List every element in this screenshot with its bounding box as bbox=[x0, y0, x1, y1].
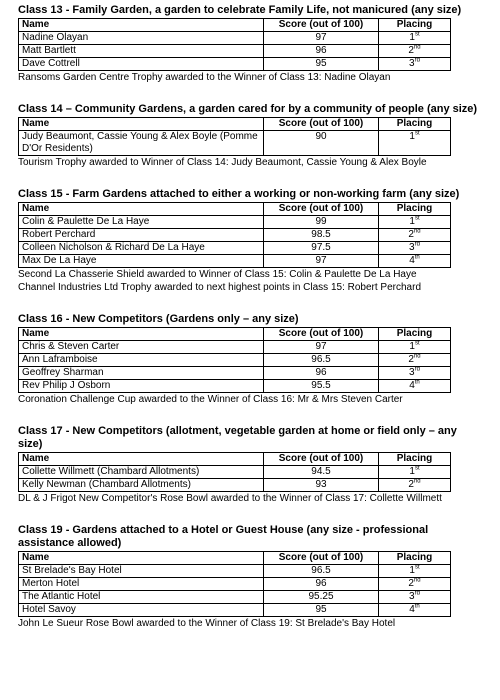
entrant-placing bbox=[379, 45, 451, 58]
placing-ordinal-suffix: st bbox=[414, 130, 420, 137]
column-header-score: Score (out of 100) bbox=[264, 453, 379, 466]
placing-ordinal-suffix: nd bbox=[413, 353, 421, 360]
placing-number: 4 bbox=[409, 380, 415, 391]
entrant-name: Colin & Paulette De La Haye bbox=[19, 216, 264, 229]
column-header-name: Name bbox=[19, 203, 264, 216]
entrant-placing bbox=[379, 591, 451, 604]
column-header-score: Score (out of 100) bbox=[264, 118, 379, 131]
table-row bbox=[19, 479, 451, 492]
entrant-name: Chris & Steven Carter bbox=[19, 341, 264, 354]
class-section bbox=[18, 103, 480, 169]
table-row bbox=[19, 229, 451, 242]
column-header-name: Name bbox=[19, 453, 264, 466]
placing-ordinal-suffix: th bbox=[414, 254, 420, 261]
entrant-score: 96.5 bbox=[264, 354, 379, 367]
entrant-name: The Atlantic Hotel bbox=[19, 591, 264, 604]
entrant-name: Colleen Nicholson & Richard De La Haye bbox=[19, 242, 264, 255]
results-table bbox=[18, 452, 451, 492]
entrant-score: 96.5 bbox=[264, 565, 379, 578]
entrant-placing bbox=[379, 380, 451, 393]
award-note: Coronation Challenge Cup awarded to the Winner of Class 16: Mr & Mrs Steven Carter bbox=[18, 394, 403, 405]
table-row bbox=[19, 354, 451, 367]
entrant-score: 99 bbox=[264, 216, 379, 229]
table-row bbox=[19, 58, 451, 71]
entrant-name: St Brelade's Bay Hotel bbox=[19, 565, 264, 578]
results-table bbox=[18, 202, 451, 268]
entrant-placing bbox=[379, 58, 451, 71]
award-note: Channel Industries Ltd Trophy awarded to next highest points in Class 15: Robert Perchard bbox=[18, 282, 422, 293]
class-section bbox=[18, 313, 480, 406]
placing-ordinal-suffix: nd bbox=[413, 577, 421, 584]
entrant-name: Rev Philip J Osborn bbox=[19, 380, 264, 393]
placing-number: 3 bbox=[409, 58, 415, 69]
placing-number: 1 bbox=[409, 466, 415, 477]
column-header-placing: Placing bbox=[379, 19, 451, 32]
table-header-row bbox=[19, 453, 451, 466]
column-header-placing: Placing bbox=[379, 203, 451, 216]
entrant-placing bbox=[379, 229, 451, 242]
placing-number: 2 bbox=[408, 45, 414, 56]
award-note: Ransoms Garden Centre Trophy awarded to the Winner of Class 13: Nadine Olayan bbox=[18, 72, 391, 83]
entrant-placing bbox=[379, 216, 451, 229]
results-table bbox=[18, 551, 451, 617]
entrant-score: 95 bbox=[264, 604, 379, 617]
table-row bbox=[19, 565, 451, 578]
table-header-row bbox=[19, 552, 451, 565]
entrant-name: Dave Cottrell bbox=[19, 58, 264, 71]
section-title: Class 14 – Community Gardens, a garden cared for by a community of people (any size) bbox=[18, 103, 478, 115]
entrant-name: Max De La Haye bbox=[19, 255, 264, 268]
placing-number: 2 bbox=[408, 354, 414, 365]
placing-number: 1 bbox=[409, 216, 415, 227]
column-header-placing: Placing bbox=[379, 118, 451, 131]
entrant-name: Robert Perchard bbox=[19, 229, 264, 242]
placing-ordinal-suffix: rd bbox=[414, 366, 420, 373]
placing-ordinal-suffix: nd bbox=[413, 228, 421, 235]
entrant-score: 97 bbox=[264, 255, 379, 268]
placing-number: 4 bbox=[409, 604, 415, 615]
column-header-name: Name bbox=[19, 328, 264, 341]
placing-number: 2 bbox=[408, 578, 414, 589]
placing-ordinal-suffix: nd bbox=[413, 478, 421, 485]
entrant-placing bbox=[379, 341, 451, 354]
placing-ordinal-suffix: rd bbox=[414, 57, 420, 64]
table-row bbox=[19, 341, 451, 354]
entrant-placing bbox=[379, 32, 451, 45]
entrant-score: 93 bbox=[264, 479, 379, 492]
entrant-placing bbox=[379, 565, 451, 578]
table-row bbox=[19, 591, 451, 604]
entrant-placing bbox=[379, 479, 451, 492]
placing-ordinal-suffix: st bbox=[414, 340, 420, 347]
column-header-score: Score (out of 100) bbox=[264, 19, 379, 32]
entrant-score: 94.5 bbox=[264, 466, 379, 479]
table-row bbox=[19, 32, 451, 45]
entrant-placing bbox=[379, 367, 451, 380]
placing-number: 2 bbox=[408, 479, 414, 490]
column-header-name: Name bbox=[19, 118, 264, 131]
section-title: Class 17 - New Competitors (allotment, vegetable garden at home or field only – any size) bbox=[18, 425, 457, 450]
entrant-score: 95.25 bbox=[264, 591, 379, 604]
placing-number: 1 bbox=[409, 32, 415, 43]
placing-number: 2 bbox=[408, 229, 414, 240]
placing-ordinal-suffix: st bbox=[414, 465, 420, 472]
section-title: Class 15 - Farm Gardens attached to either a working or non-working farm (any size) bbox=[18, 188, 460, 200]
placing-number: 3 bbox=[409, 591, 415, 602]
entrant-name: Merton Hotel bbox=[19, 578, 264, 591]
class-section bbox=[18, 4, 480, 84]
table-row bbox=[19, 255, 451, 268]
entrant-score: 90 bbox=[264, 131, 379, 156]
column-header-placing: Placing bbox=[379, 453, 451, 466]
results-table bbox=[18, 18, 451, 71]
table-header-row bbox=[19, 328, 451, 341]
table-row bbox=[19, 578, 451, 591]
entrant-score: 96 bbox=[264, 367, 379, 380]
entrant-placing bbox=[379, 242, 451, 255]
column-header-name: Name bbox=[19, 552, 264, 565]
entrant-name: Judy Beaumont, Cassie Young & Alex Boyle (Pomme D'Or Residents) bbox=[19, 131, 264, 156]
award-note: DL & J Frigot New Competitor's Rose Bowl awarded to the Winner of Class 17: Collette Willmett bbox=[18, 493, 442, 504]
placing-ordinal-suffix: st bbox=[414, 31, 420, 38]
entrant-placing bbox=[379, 131, 451, 156]
entrant-placing bbox=[379, 578, 451, 591]
column-header-placing: Placing bbox=[379, 552, 451, 565]
entrant-name: Kelly Newman (Chambard Allotments) bbox=[19, 479, 264, 492]
table-row bbox=[19, 466, 451, 479]
placing-number: 1 bbox=[409, 565, 415, 576]
results-table bbox=[18, 117, 451, 156]
results-table bbox=[18, 327, 451, 393]
entrant-score: 97 bbox=[264, 32, 379, 45]
placing-number: 1 bbox=[409, 131, 415, 142]
entrant-placing bbox=[379, 354, 451, 367]
entrant-name: Collette Willmett (Chambard Allotments) bbox=[19, 466, 264, 479]
entrant-score: 98.5 bbox=[264, 229, 379, 242]
column-header-placing: Placing bbox=[379, 328, 451, 341]
results-document bbox=[18, 4, 480, 649]
placing-ordinal-suffix: th bbox=[414, 379, 420, 386]
placing-number: 3 bbox=[409, 367, 415, 378]
placing-ordinal-suffix: rd bbox=[414, 241, 420, 248]
section-title: Class 13 - Family Garden, a garden to celebrate Family Life, not manicured (any size) bbox=[18, 4, 462, 16]
placing-ordinal-suffix: nd bbox=[413, 44, 421, 51]
entrant-score: 96 bbox=[264, 578, 379, 591]
placing-ordinal-suffix: st bbox=[414, 215, 420, 222]
entrant-score: 95.5 bbox=[264, 380, 379, 393]
placing-ordinal-suffix: th bbox=[414, 603, 420, 610]
column-header-score: Score (out of 100) bbox=[264, 203, 379, 216]
award-note: John Le Sueur Rose Bowl awarded to the Winner of Class 19: St Brelade's Bay Hotel bbox=[18, 618, 396, 629]
class-section bbox=[18, 425, 480, 505]
section-title: Class 16 - New Competitors (Gardens only – any size) bbox=[18, 313, 299, 325]
class-section bbox=[18, 188, 480, 294]
entrant-name: Nadine Olayan bbox=[19, 32, 264, 45]
award-note: Tourism Trophy awarded to Winner of Class 14: Judy Beaumont, Cassie Young & Alex Boyle bbox=[18, 157, 427, 168]
class-section bbox=[18, 524, 480, 630]
entrant-score: 97.5 bbox=[264, 242, 379, 255]
column-header-score: Score (out of 100) bbox=[264, 552, 379, 565]
table-row bbox=[19, 216, 451, 229]
entrant-placing bbox=[379, 604, 451, 617]
table-header-row bbox=[19, 118, 451, 131]
table-header-row bbox=[19, 203, 451, 216]
entrant-name: Matt Bartlett bbox=[19, 45, 264, 58]
column-header-score: Score (out of 100) bbox=[264, 328, 379, 341]
entrant-placing bbox=[379, 255, 451, 268]
table-row bbox=[19, 131, 451, 156]
table-row bbox=[19, 45, 451, 58]
entrant-score: 96 bbox=[264, 45, 379, 58]
entrant-score: 97 bbox=[264, 341, 379, 354]
entrant-name: Hotel Savoy bbox=[19, 604, 264, 617]
table-header-row bbox=[19, 19, 451, 32]
column-header-name: Name bbox=[19, 19, 264, 32]
entrant-name: Geoffrey Sharman bbox=[19, 367, 264, 380]
placing-number: 1 bbox=[409, 341, 415, 352]
placing-number: 4 bbox=[409, 255, 415, 266]
table-row bbox=[19, 380, 451, 393]
entrant-score: 95 bbox=[264, 58, 379, 71]
placing-ordinal-suffix: rd bbox=[414, 590, 420, 597]
entrant-placing bbox=[379, 466, 451, 479]
table-row bbox=[19, 242, 451, 255]
placing-number: 3 bbox=[409, 242, 415, 253]
placing-ordinal-suffix: st bbox=[414, 564, 420, 571]
table-row bbox=[19, 367, 451, 380]
table-row bbox=[19, 604, 451, 617]
section-title: Class 19 - Gardens attached to a Hotel or Guest House (any size - professional assistance allowed) bbox=[18, 524, 429, 549]
award-note: Second La Chasserie Shield awarded to Winner of Class 15: Colin & Paulette De La Haye bbox=[18, 269, 417, 280]
entrant-name: Ann Laframboise bbox=[19, 354, 264, 367]
